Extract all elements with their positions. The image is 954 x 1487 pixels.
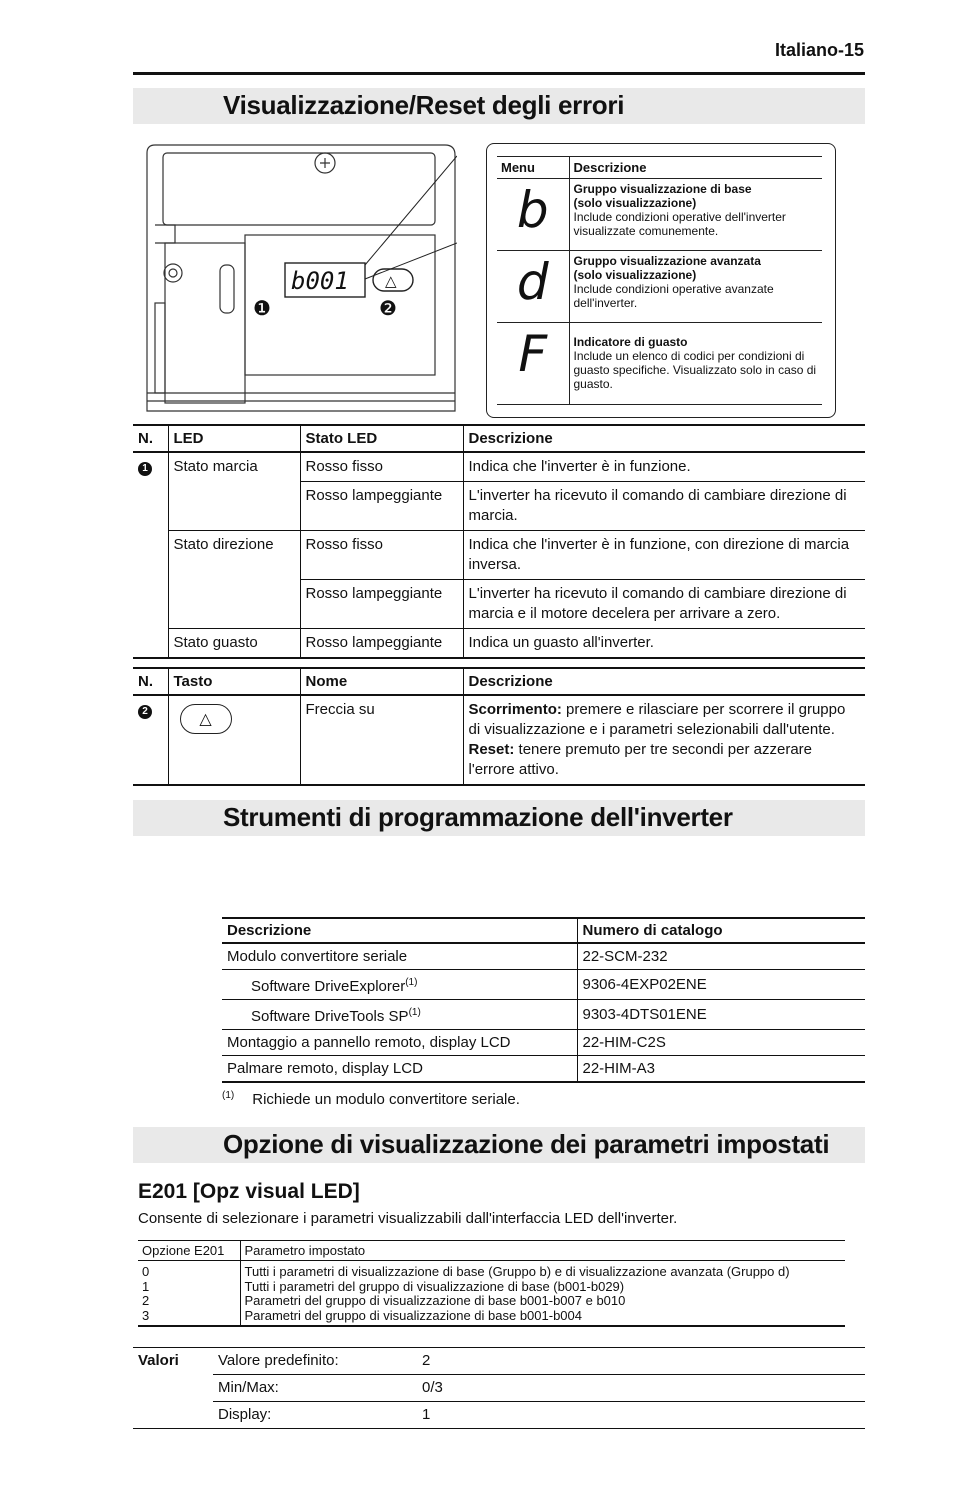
led-desc: L'inverter ha ricevuto il comando di cambiare direzione di marcia. xyxy=(463,482,865,531)
led-name: Stato guasto xyxy=(168,629,300,659)
key-header-name: Nome xyxy=(300,668,463,695)
led-desc: Indica che l'inverter è in funzione, con direzione di marcia inversa. xyxy=(463,531,865,580)
catalog-num: 9303-4DTS01ENE xyxy=(577,1000,865,1030)
top-rule xyxy=(133,72,865,75)
option-value: 2 xyxy=(142,1293,150,1308)
option-desc: Tutti i parametri del gruppo di visualizzazione di base (b001-b029) xyxy=(244,1278,625,1294)
reset-label: Reset: xyxy=(468,741,515,758)
led-state: Rosso fisso xyxy=(300,452,463,482)
table-row xyxy=(222,1056,865,1083)
catalog-footnote-ref: (1) xyxy=(408,1007,421,1018)
option-value: 3 xyxy=(142,1307,150,1323)
values-label: Valori xyxy=(133,1348,213,1429)
opt-header-param: Parametro impostato xyxy=(240,1241,845,1261)
value-val: 2 xyxy=(417,1348,865,1375)
led-name: Stato direzione xyxy=(168,531,300,629)
led-name: Stato marcia xyxy=(168,452,300,531)
value-val: 1 xyxy=(417,1402,865,1429)
section-title: Visualizzazione/Reset degli errori xyxy=(223,90,625,120)
table-row xyxy=(133,1348,865,1375)
led-header-n: N. xyxy=(133,425,168,452)
menu-row-desc: Include condizioni operative avanzate dell'inverter. xyxy=(573,282,774,310)
values-table xyxy=(133,1347,865,1429)
value-key: Display: xyxy=(213,1402,417,1429)
scroll-label: Scorrimento: xyxy=(468,701,562,718)
footnote-mark: (1) xyxy=(222,1090,235,1101)
option-value: 0 xyxy=(142,1264,150,1279)
option-value: 1 xyxy=(142,1278,150,1294)
opt-header-option: Opzione E201 xyxy=(138,1241,240,1261)
menu-description-box xyxy=(486,143,836,418)
param-title: E201 [Opz visual LED] xyxy=(138,1180,360,1203)
table-row xyxy=(133,629,865,659)
led-state: Rosso lampeggiante xyxy=(300,580,463,629)
section-header-errors xyxy=(133,88,865,124)
led-state: Rosso lampeggiante xyxy=(300,629,463,659)
option-desc: Parametri del gruppo di visualizzazione di base b001-b004 xyxy=(244,1307,582,1323)
menu-row-title: Gruppo visualizzazione di base xyxy=(573,182,752,196)
table-row xyxy=(133,1375,865,1402)
menu-row xyxy=(497,251,822,323)
table-row xyxy=(133,1402,865,1429)
catalog-footnote-ref: (1) xyxy=(405,977,418,988)
drive-illustration xyxy=(145,143,457,413)
table-row xyxy=(133,695,865,785)
table-row xyxy=(222,1030,865,1056)
table-row xyxy=(133,452,865,482)
menu-row-subtitle: (solo visualizzazione) xyxy=(573,196,697,210)
table-row xyxy=(222,1000,865,1030)
catalog-desc: Modulo convertitore seriale xyxy=(222,943,577,970)
led-desc: L'inverter ha ricevuto il comando di cambiare direzione di marcia e il motore decelera per arrivare a zero. xyxy=(463,580,865,629)
led-header-state: Stato LED xyxy=(300,425,463,452)
led-desc: Indica che l'inverter è in funzione. xyxy=(463,452,865,482)
reset-text: tenere premuto per tre secondi per azzerare l'errore attivo. xyxy=(468,741,813,778)
key-table xyxy=(133,667,865,786)
footnote-text: Richiede un modulo convertitore seriale. xyxy=(252,1091,520,1108)
section-header-programming xyxy=(133,800,865,836)
scroll-text: premere e rilasciare per scorrere il gruppo di visualizzazione e i parametri selezionabili dall'utente. xyxy=(468,701,846,738)
menu-glyph-d: d xyxy=(497,251,569,323)
page-number: Italiano-15 xyxy=(774,40,864,60)
catalog-table xyxy=(222,917,865,1083)
table-row xyxy=(138,1261,845,1327)
catalog-desc: Palmare remoto, display LCD xyxy=(222,1056,577,1083)
catalog-num: 9306-4EXP02ENE xyxy=(577,970,865,1000)
catalog-num: 22-HIM-C2S xyxy=(577,1030,865,1056)
menu-table xyxy=(497,156,822,405)
menu-row-subtitle: (solo visualizzazione) xyxy=(573,268,697,282)
up-arrow-key-icon: △ xyxy=(180,704,232,734)
led-display-text: b001 xyxy=(291,267,349,295)
footnote xyxy=(222,1090,520,1108)
callout-badge-1: 1 xyxy=(138,462,152,476)
value-val: 0/3 xyxy=(417,1375,865,1402)
led-header-desc: Descrizione xyxy=(463,425,865,452)
led-state: Rosso lampeggiante xyxy=(300,482,463,531)
table-row xyxy=(222,943,865,970)
option-desc: Tutti i parametri di visualizzazione di base (Gruppo b) e di visualizzazione avanzata (Gruppo d) xyxy=(244,1264,790,1279)
callout-2: ❷ xyxy=(379,296,397,320)
led-state: Rosso fisso xyxy=(300,531,463,580)
menu-header-desc: Descrizione xyxy=(569,157,822,179)
option-desc: Parametri del gruppo di visualizzazione di base b001-b007 e b010 xyxy=(244,1293,626,1308)
catalog-header-desc: Descrizione xyxy=(222,918,577,943)
menu-row xyxy=(497,323,822,405)
menu-glyph-f: F xyxy=(497,323,569,405)
menu-header-menu: Menu xyxy=(497,157,569,179)
value-key: Valore predefinito: xyxy=(213,1348,417,1375)
param-desc: Consente di selezionare i parametri visualizzabili dall'interfaccia LED dell'inverter. xyxy=(138,1210,678,1227)
section-title: Opzione di visualizzazione dei parametri impostati xyxy=(223,1129,830,1159)
menu-row-desc: Include condizioni operative dell'inverter visualizzate comunemente. xyxy=(573,210,786,238)
value-key: Min/Max: xyxy=(213,1375,417,1402)
led-desc: Indica un guasto all'inverter. xyxy=(463,629,865,659)
section-title: Strumenti di programmazione dell'inverter xyxy=(223,802,733,832)
catalog-desc: Software DriveTools SP xyxy=(251,1008,409,1025)
table-row xyxy=(222,970,865,1000)
option-table xyxy=(138,1240,845,1327)
key-name: Freccia su xyxy=(300,695,463,785)
key-header-key: Tasto xyxy=(168,668,300,695)
menu-row-title: Gruppo visualizzazione avanzata xyxy=(573,254,761,268)
table-row xyxy=(133,531,865,580)
section-header-param-display xyxy=(133,1127,865,1163)
catalog-num: 22-SCM-232 xyxy=(577,943,865,970)
menu-glyph-b: b xyxy=(497,179,569,251)
up-arrow-icon: △ xyxy=(385,272,397,290)
menu-row xyxy=(497,179,822,251)
menu-row-desc: Include un elenco di codici per condizioni di guasto specifiche. Visualizzato solo in caso di guasto. xyxy=(573,349,817,391)
catalog-header-num: Numero di catalogo xyxy=(577,918,865,943)
callout-1: ❶ xyxy=(253,296,271,320)
catalog-num: 22-HIM-A3 xyxy=(577,1056,865,1083)
key-header-desc: Descrizione xyxy=(463,668,865,695)
led-table xyxy=(133,424,865,659)
catalog-desc: Software DriveExplorer xyxy=(251,978,406,995)
catalog-desc: Montaggio a pannello remoto, display LCD xyxy=(222,1030,577,1056)
callout-badge-2: 2 xyxy=(138,705,152,719)
key-header-n: N. xyxy=(133,668,168,695)
menu-row-title: Indicatore di guasto xyxy=(573,335,688,349)
led-header-led: LED xyxy=(168,425,300,452)
